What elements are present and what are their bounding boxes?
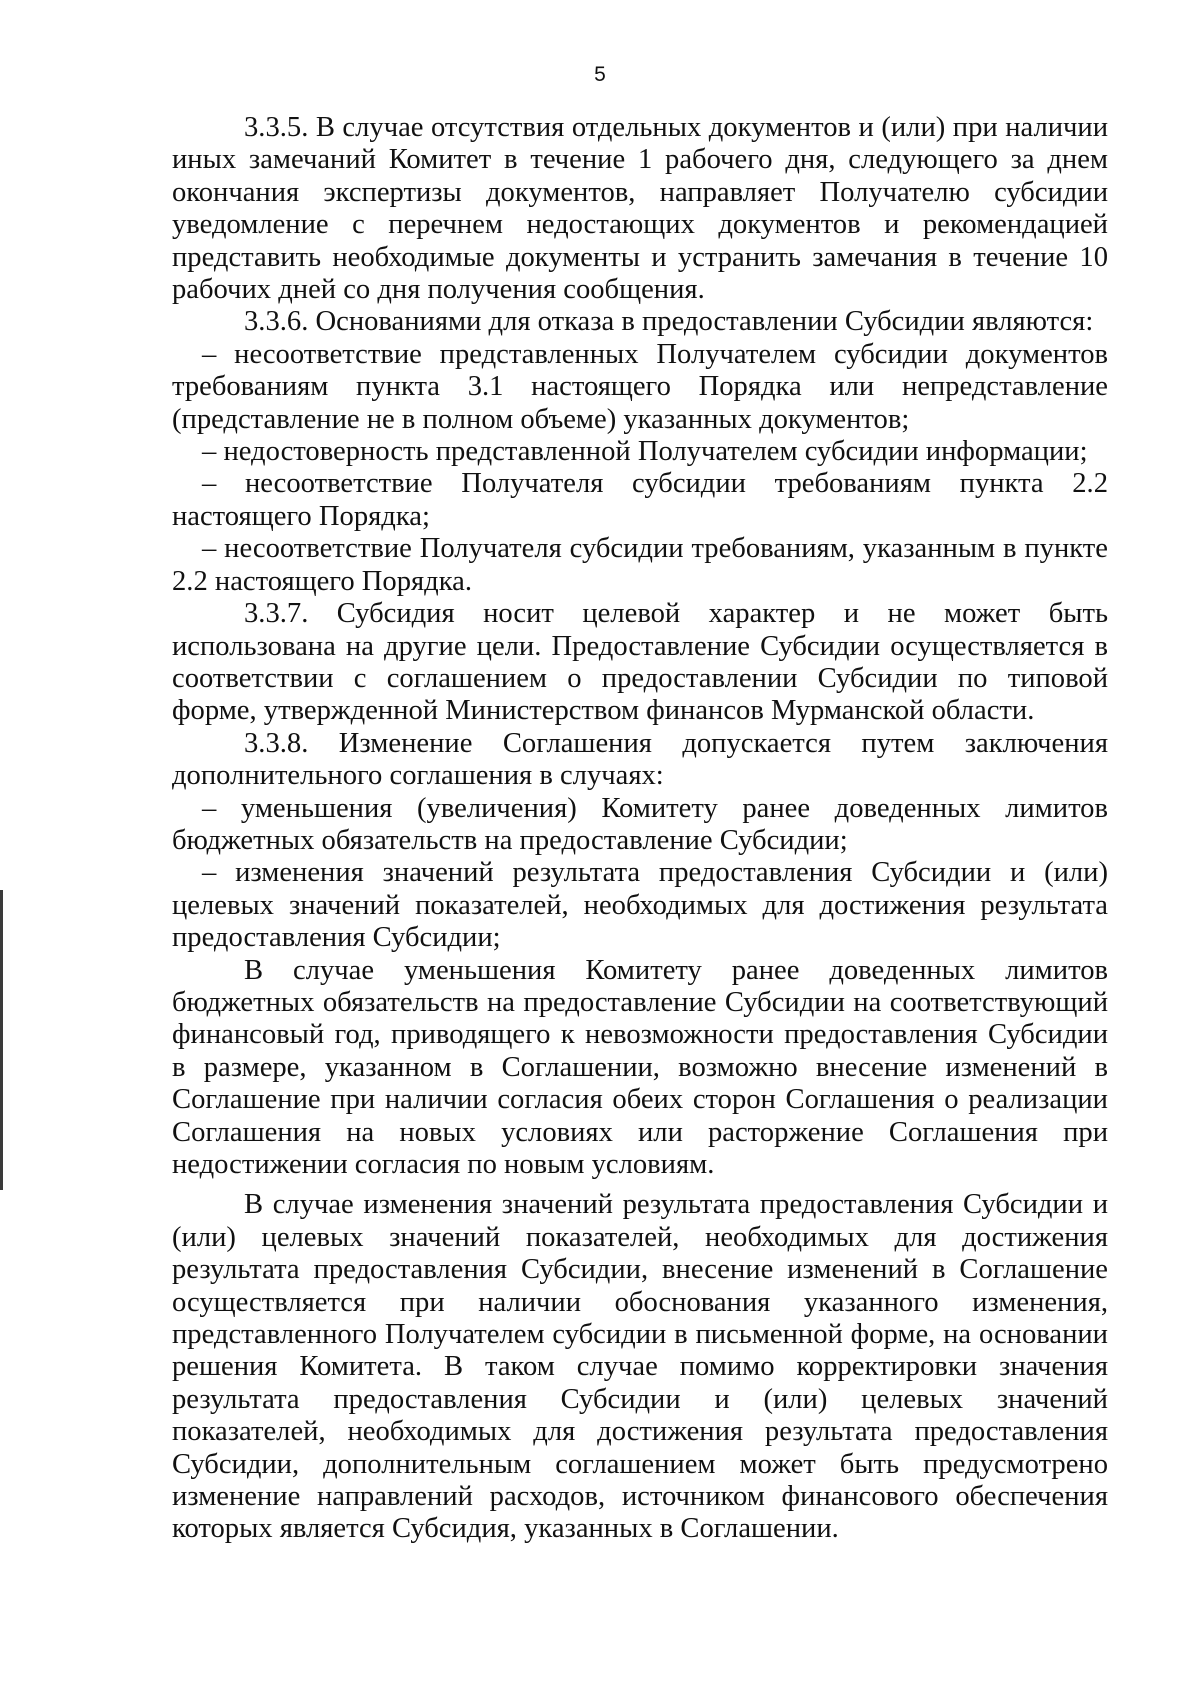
refusal-ground-item: – несоответствие Получателя субсидии требованиям пункта 2.2 настоящего Порядка; [172, 468, 1108, 532]
refusal-ground-item: – недостоверность представленной Получателем субсидии информации; [202, 436, 1088, 468]
paragraph-limit-reduction: В случае уменьшения Комитету ранее доведенных лимитов бюджетных обязательств на предоставление Субсидии на соответствующий финансовый год, приводящего к невозможности предоставления Субсидии в размере, указанном в Соглашении, возможно внесение изменений в Соглашение при наличии согласия обеих сторон Соглашения о реализации Соглашения на новых условиях или расторжение Соглашения при недостижении согласия по новым условиям. [172, 954, 1108, 1180]
paragraph-3-3-6: 3.3.6. Основаниями для отказа в предоставлении Субсидии являются: [244, 306, 1094, 338]
refusal-ground-item: – несоответствие Получателя субсидии требованиям, указанным в пункте 2.2 настоящего Порядка. [172, 533, 1108, 597]
amendment-case-item: – изменения значений результата предоставления Субсидии и (или) целевых значений показателей, необходимых для достижения результата предоставления Субсидии; [172, 857, 1108, 954]
scan-margin-line [0, 890, 3, 1190]
paragraph-3-3-8: 3.3.8. Изменение Соглашения допускается путем заключения дополнительного соглашения в случаях: [172, 727, 1108, 792]
paragraph-3-3-7: 3.3.7. Субсидия носит целевой характер и не может быть использована на другие цели. Предоставление Субсидии осуществляется в соответствии с соглашением о предоставлении Субсидии по типовой форме, утвержденной Министерством финансов Мурманской области. [172, 598, 1108, 727]
paragraph-3-3-5: 3.3.5. В случае отсутствия отдельных документов и (или) при наличии иных замечаний Комитет в течение 1 рабочего дня, следующего за днем окончания экспертизы документов, направляет Получателю субсидии уведомление с перечнем недостающих документов и рекомендацией представить необходимые документы и устранить замечания в течение 10 рабочих дней со дня получения сообщения. [172, 112, 1108, 306]
page-number: 5 [594, 63, 606, 86]
document-body [172, 112, 1108, 1546]
paragraph-result-change: В случае изменения значений результата предоставления Субсидии и (или) целевых значений показателей, необходимых для достижения результата предоставления Субсидии, внесение изменений в Соглашение осуществляется при наличии обоснования указанного изменения, представленного Получателем субсидии в письменной форме, на основании решения Комитета. В таком случае помимо корректировки значения результата предоставления Субсидии и (или) целевых значений показателей, необходимых для достижения результата предоставления Субсидии, дополнительным соглашением может быть предусмотрено изменение направлений расходов, источником финансового обеспечения которых является Субсидия, указанных в Соглашении. [172, 1189, 1108, 1545]
amendment-case-item: – уменьшения (увеличения) Комитету ранее доведенных лимитов бюджетных обязательств на предоставление Субсидии; [172, 792, 1108, 856]
refusal-ground-item: – несоответствие представленных Получателем субсидии документов требованиям пункта 3.1 настоящего Порядка или непредставление (представление не в полном объеме) указанных документов; [172, 338, 1108, 435]
